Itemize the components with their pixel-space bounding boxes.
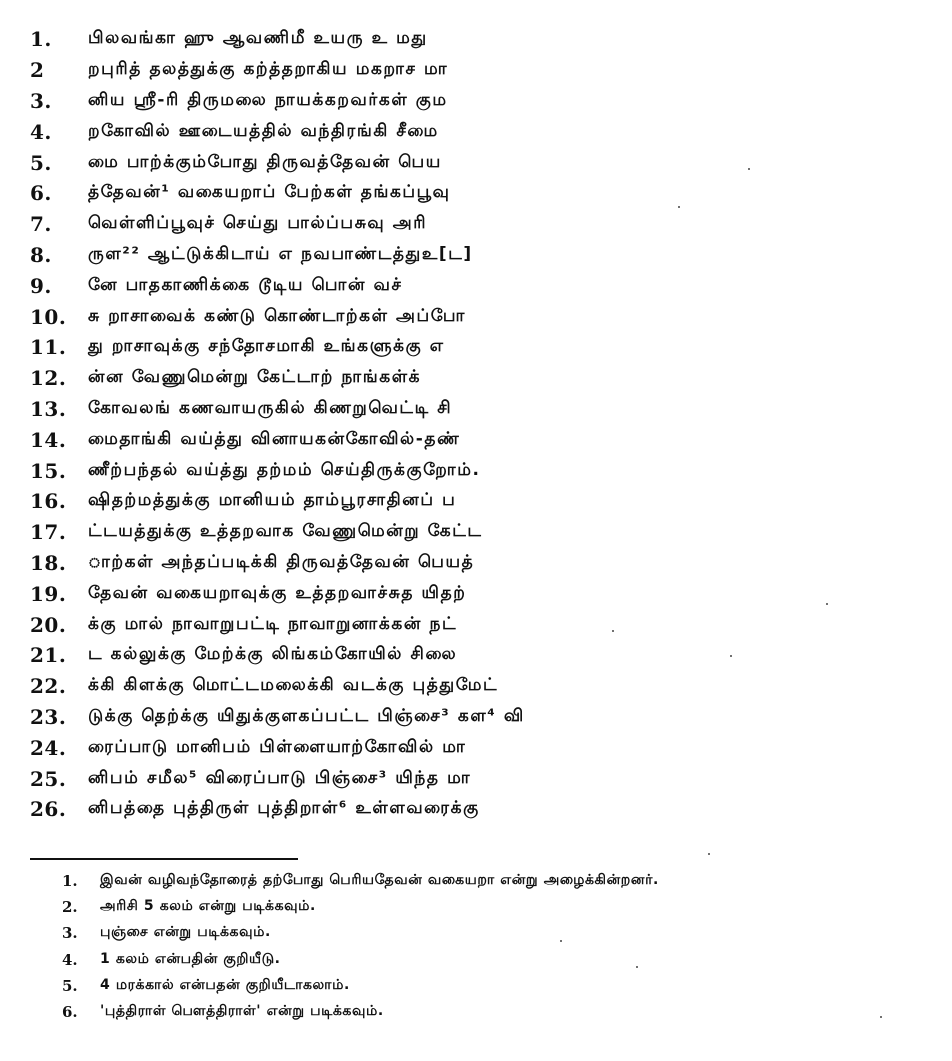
line-number: 5.	[30, 150, 52, 175]
footnote-divider	[30, 858, 298, 860]
inscription-line	[30, 270, 930, 301]
line-number: 15.	[30, 458, 67, 483]
line-text: றபுரித் தலத்துக்கு கற்த்தறாகிய மகறாச மா	[88, 59, 449, 80]
inscription-line	[30, 86, 930, 117]
line-text: னிபத்தை புத்திருள் புத்திறாள்⁶ உள்ளவரைக்கு	[88, 798, 480, 819]
line-text: னே பாதகாணிக்கை டூடிய பொன் வச்	[88, 274, 403, 295]
footnote-text: புஞ்சை என்று படிக்கவும்.	[100, 924, 271, 941]
line-number: 22.	[30, 674, 67, 699]
inscription-line	[30, 332, 930, 363]
inscription-line	[30, 116, 930, 147]
line-number: 10.	[30, 304, 67, 329]
scan-speck	[730, 655, 732, 657]
inscription-text-block	[30, 24, 930, 825]
inscription-line	[30, 301, 930, 332]
line-number: 21.	[30, 643, 67, 668]
scan-speck	[826, 603, 828, 605]
line-number: 17.	[30, 520, 67, 545]
inscription-line	[30, 640, 930, 671]
inscription-line	[30, 486, 930, 517]
footnote-number: 1.	[62, 872, 78, 891]
inscription-line	[30, 363, 930, 394]
inscription-line	[30, 671, 930, 702]
line-text: க்கி கிளக்கு மொட்டமலைக்கி வடக்கு புத்துமேட்	[88, 675, 499, 696]
inscription-line	[30, 455, 930, 486]
inscription-line	[30, 794, 930, 825]
inscription-line	[30, 147, 930, 178]
line-number: 3.	[30, 88, 52, 113]
line-number: 18.	[30, 550, 67, 575]
line-text: க்கு மால் நாவாறுபட்டி நாவாறுனாக்கன் நட்	[88, 613, 458, 634]
inscription-line	[30, 209, 930, 240]
inscription-line	[30, 24, 930, 55]
scan-speck	[636, 966, 638, 968]
inscription-line	[30, 240, 930, 271]
line-text: து றாசாவுக்கு சந்தோசமாகி உங்களுக்கு எ	[88, 336, 445, 357]
line-number: 26.	[30, 797, 67, 822]
line-text: ட்டயத்துக்கு உத்தறவாக வேணுமென்று கேட்ட	[88, 521, 483, 542]
footnote-number: 3.	[62, 924, 78, 943]
scan-speck	[612, 630, 614, 632]
footnote-text: 1 கலம் என்பதின் குறியீடு.	[100, 950, 281, 967]
line-number: 11.	[30, 335, 67, 360]
inscription-line	[30, 702, 930, 733]
line-number: 4.	[30, 119, 52, 144]
footnote	[62, 920, 922, 946]
line-number: 7.	[30, 212, 52, 237]
inscription-line	[30, 55, 930, 86]
line-text: னிய ஸ்ரீ-ரி திருமலை நாயக்கறவர்கள் கும	[88, 89, 448, 110]
footnote-number: 5.	[62, 976, 78, 995]
line-text: ன்ன வேணுமென்று கேட்டாற் நாங்கள்க்	[88, 367, 422, 388]
footnote-number: 2.	[62, 898, 78, 917]
line-number: 16.	[30, 489, 67, 514]
line-text: மை பாற்க்கும்போது திருவத்தேவன் பெய	[88, 151, 442, 172]
line-number: 20.	[30, 612, 67, 637]
line-text: ட கல்லுக்கு மேற்க்கு லிங்கம்கோயில் சிலை	[88, 644, 458, 665]
line-number: 25.	[30, 766, 67, 791]
inscription-line	[30, 424, 930, 455]
line-text: ஷிதற்மத்துக்கு மானியம் தாம்பூரசாதினப் ப	[88, 490, 457, 511]
footnote-text: 4 மரக்கால் என்பதன் குறியீடாகலாம்.	[100, 976, 350, 993]
inscription-line	[30, 609, 930, 640]
scan-speck	[708, 853, 710, 855]
footnote	[62, 947, 922, 973]
inscription-line	[30, 548, 930, 579]
footnote-text: அரிசி 5 கலம் என்று படிக்கவும்.	[100, 898, 316, 915]
line-number: 13.	[30, 396, 67, 421]
line-text: சு றாசாவைக் கண்டு கொண்டாற்கள் அப்போ	[88, 305, 466, 326]
footnote-text: 'புத்திராள் பௌத்திராள்' என்று படிக்கவும்.	[100, 1003, 384, 1020]
line-number: 12.	[30, 366, 67, 391]
footnote-text: இவன் வழிவந்தோரைத் தற்போது பெரியதேவன் வகையறா என்று அழைக்கின்றனர்.	[100, 872, 659, 889]
footnotes-block	[62, 868, 922, 1025]
line-number: 14.	[30, 427, 67, 452]
line-number: 24.	[30, 735, 67, 760]
line-number: 8.	[30, 242, 52, 267]
line-text: டுக்கு தெற்க்கு யிதுக்குளகப்பட்ட பிஞ்சை³ கள⁴ வி	[88, 705, 525, 726]
footnote-number: 4.	[62, 950, 78, 969]
line-number: 19.	[30, 581, 67, 606]
footnote	[62, 973, 922, 999]
inscription-line	[30, 763, 930, 794]
inscription-line	[30, 517, 930, 548]
line-text: கோவலங் கணவாயருகில் கிணறுவெட்டி சி	[88, 397, 453, 418]
footnote	[62, 894, 922, 920]
line-number: 2	[30, 58, 45, 83]
line-text: னிபம் சமீல⁵ விரைப்பாடு பிஞ்சை³ யிந்த மா	[88, 767, 472, 788]
line-text: வெள்ளிப்பூவுச் செய்து பால்ப்பசுவு அரி	[88, 213, 428, 234]
line-text: பிலவங்கா ஹு ஆவணிமீ உயரு உ மது	[88, 28, 428, 49]
line-text: றகோவில் ஊடையத்தில் வந்திரங்கி சீமை	[88, 120, 439, 141]
line-text: மைதாங்கி வய்த்து வினாயகன்கோவில்-தண்	[88, 428, 461, 449]
inscription-line	[30, 578, 930, 609]
footnote	[62, 999, 922, 1025]
footnote	[62, 868, 922, 894]
scan-speck	[748, 168, 750, 170]
line-text: த்தேவன்¹ வகையறாப் பேற்கள் தங்கப்பூவு	[88, 182, 451, 203]
line-number: 1.	[30, 27, 52, 52]
line-text: ாற்கள் அந்தப்படிக்கி திருவத்தேவன் பெயத்	[88, 551, 475, 572]
line-text: தேவன் வகையறாவுக்கு உத்தறவாச்சுத யிதற்	[88, 582, 467, 603]
footnote-number: 6.	[62, 1003, 78, 1022]
line-text: ருள²² ஆட்டுக்கிடாய் எ நவபாண்டத்துஉ[ட]	[88, 243, 473, 264]
line-text: ரைப்பாடு மானிபம் பிள்ளையாற்கோவில் மா	[88, 736, 467, 757]
scan-speck	[678, 206, 680, 208]
line-number: 23.	[30, 704, 67, 729]
inscription-line	[30, 178, 930, 209]
line-text: ணீற்பந்தல் வய்த்து தற்மம் செய்திருக்குறோம்.	[88, 459, 481, 480]
inscription-line	[30, 394, 930, 425]
line-number: 9.	[30, 273, 52, 298]
line-number: 6.	[30, 181, 52, 206]
scan-speck	[560, 940, 562, 942]
inscription-line	[30, 732, 930, 763]
scan-speck	[880, 1016, 882, 1018]
